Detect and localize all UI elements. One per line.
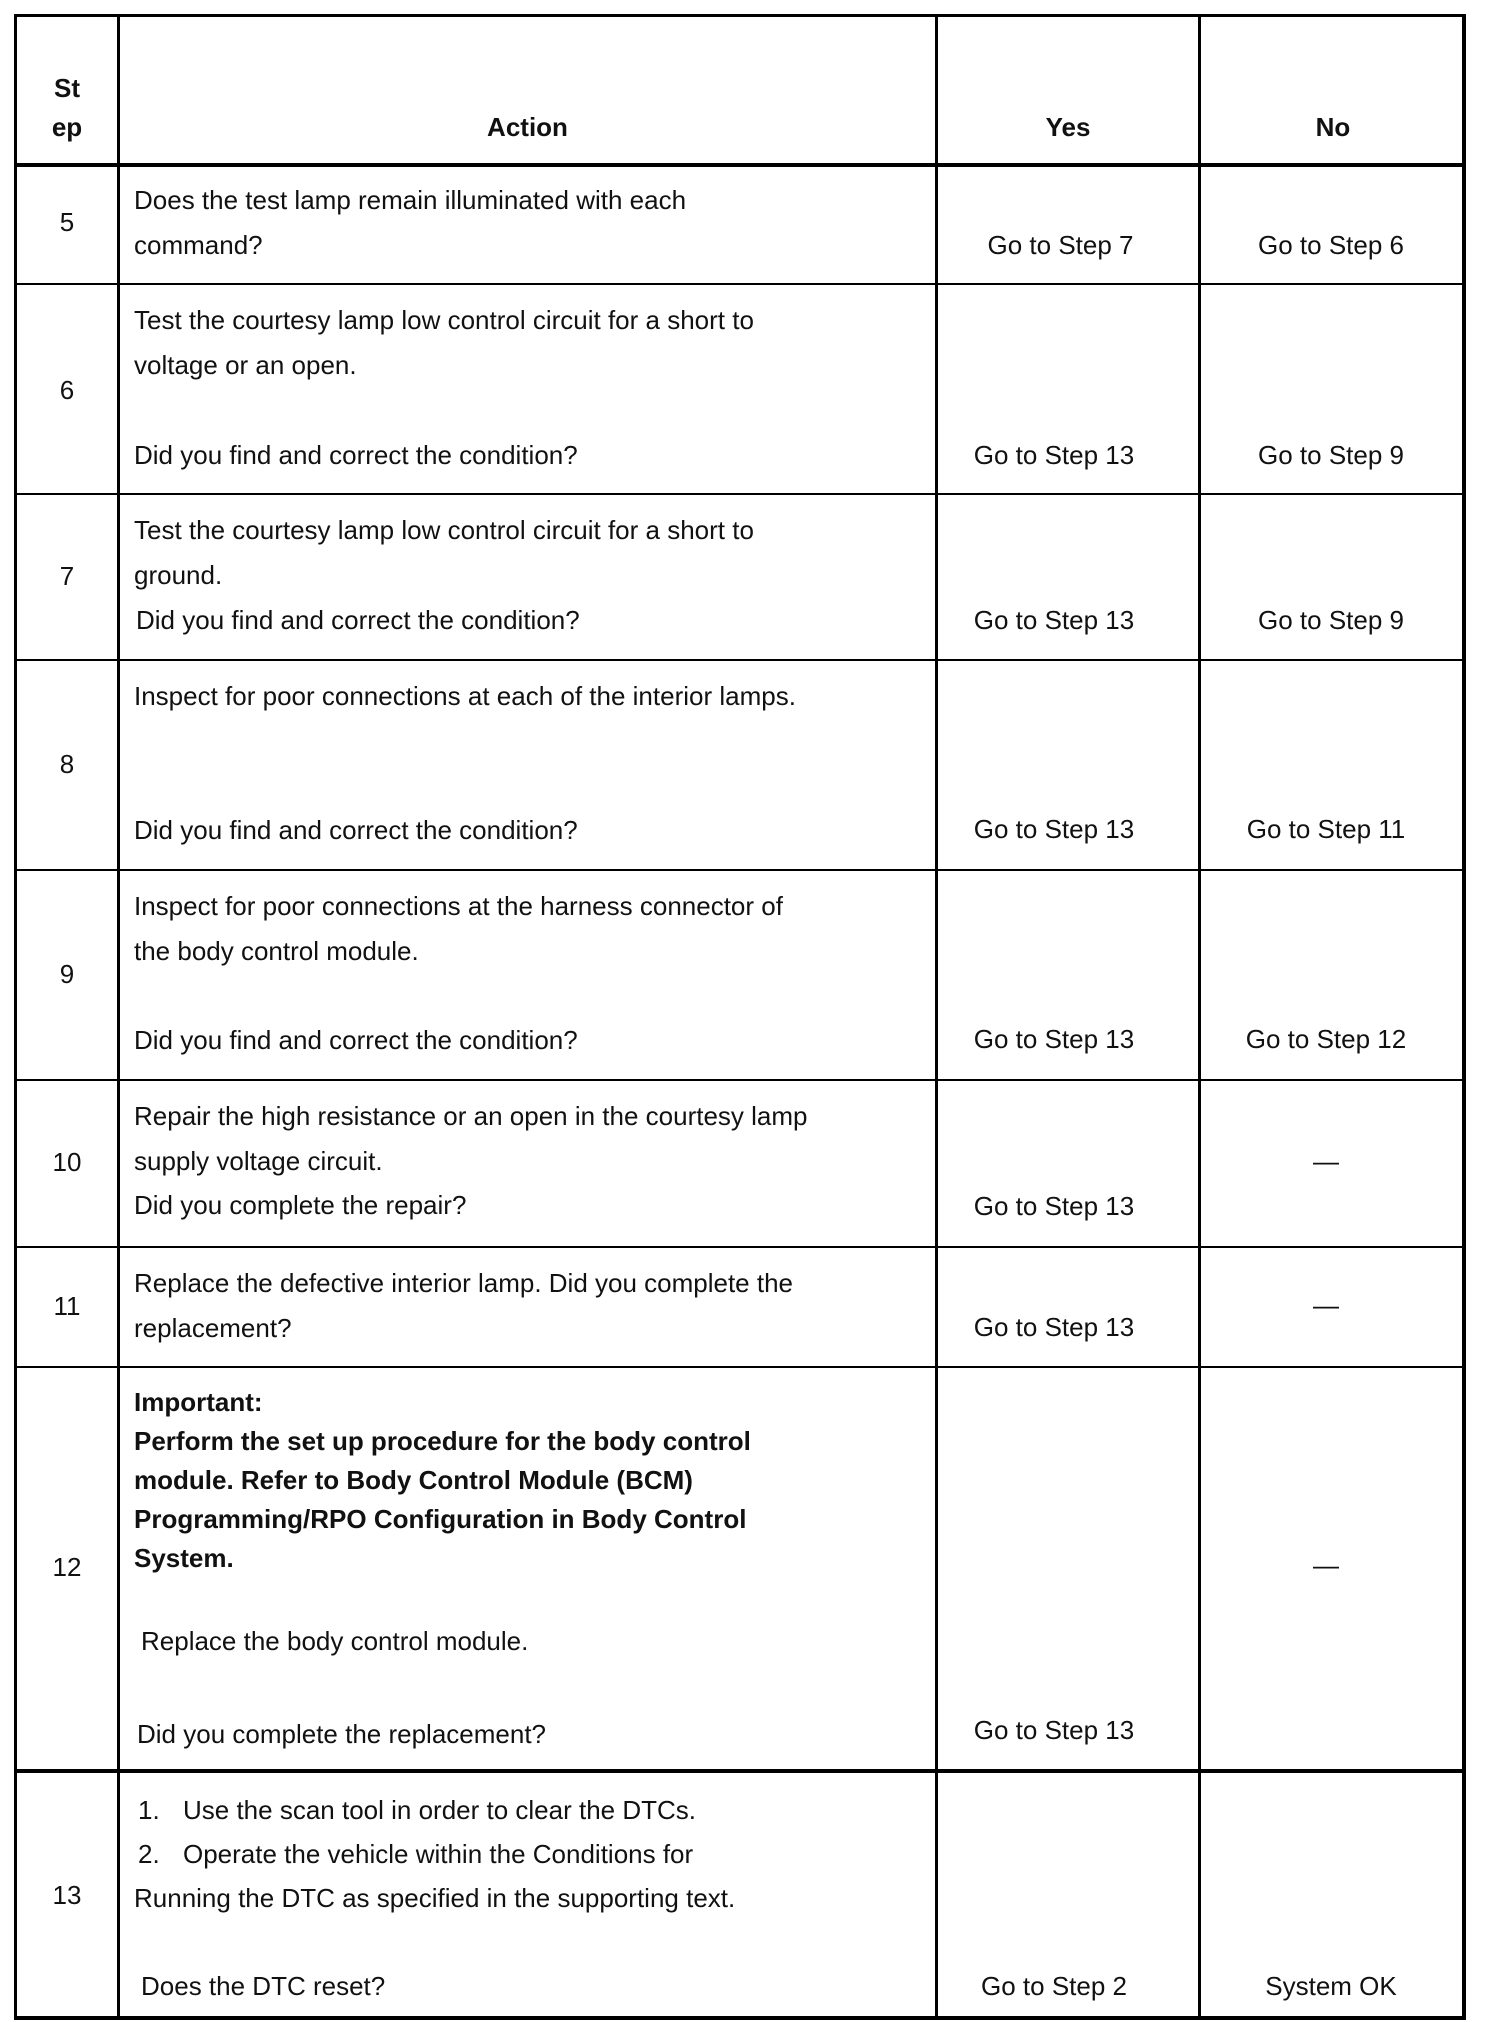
step-number: 13 [52, 1880, 82, 1910]
yes-link[interactable]: Go to Step 13 [973, 1024, 1135, 1054]
action-text: Inspect for poor connections at the harness connector of [134, 891, 783, 921]
step-number: 8 [59, 749, 75, 779]
action-text: Replace the body control module. [141, 1626, 529, 1656]
action-text: ground. [134, 560, 223, 590]
action-text: Running the DTC as specified in the supporting text. [134, 1883, 736, 1913]
action-text: command? [134, 230, 263, 260]
action-text: voltage or an open. [134, 350, 357, 380]
step-number: 7 [59, 561, 75, 591]
list-number: 1. [138, 1795, 160, 1825]
action-text: replacement? [134, 1313, 292, 1343]
no-dash: — [1313, 1290, 1339, 1320]
important-text: Programming/RPO Configuration in Body Control [134, 1504, 747, 1534]
no-status: System OK [1265, 1971, 1397, 2001]
step-number: 9 [59, 959, 75, 989]
no-dash: — [1313, 1146, 1339, 1176]
important-label: Important: [134, 1387, 263, 1417]
action-text: the body control module. [134, 936, 419, 966]
important-text: Perform the set up procedure for the body control [134, 1426, 751, 1456]
action-text: Does the test lamp remain illuminated with each [134, 185, 687, 215]
row-divider [17, 493, 1462, 495]
action-text: Inspect for poor connections at each of the interior lamps. [134, 681, 796, 711]
header-step-line2: ep [51, 112, 83, 142]
yes-link[interactable]: Go to Step 13 [973, 1312, 1135, 1342]
action-text: Did you complete the repair? [134, 1190, 467, 1220]
action-text: Did you find and correct the condition? [136, 605, 580, 635]
action-text: Does the DTC reset? [141, 1971, 386, 2001]
column-divider [1198, 17, 1201, 2016]
list-number: 2. [138, 1839, 160, 1869]
no-link[interactable]: Go to Step 9 [1258, 440, 1404, 470]
no-link[interactable]: Go to Step 6 [1258, 230, 1404, 260]
yes-link[interactable]: Go to Step 13 [973, 605, 1135, 635]
action-text: supply voltage circuit. [134, 1146, 383, 1176]
step-number: 5 [59, 207, 75, 237]
yes-link[interactable]: Go to Step 7 [987, 230, 1134, 260]
row-divider [17, 283, 1462, 285]
row-divider [17, 163, 1462, 167]
no-link[interactable]: Go to Step 9 [1258, 605, 1404, 635]
diagnostic-table [14, 14, 1466, 2020]
yes-link[interactable]: Go to Step 13 [973, 1715, 1135, 1745]
action-text: Did you complete the replacement? [137, 1719, 547, 1749]
action-text: Did you find and correct the condition? [134, 440, 578, 470]
no-dash: — [1313, 1550, 1339, 1580]
yes-link[interactable]: Go to Step 2 [981, 1971, 1127, 2001]
header-no: No [1315, 112, 1351, 142]
row-divider [17, 869, 1462, 871]
action-text: Test the courtesy lamp low control circuit for a short to [134, 515, 754, 545]
no-link[interactable]: Go to Step 12 [1245, 1024, 1407, 1054]
list-text: Operate the vehicle within the Conditions for [183, 1839, 694, 1869]
important-text: System. [134, 1543, 234, 1573]
step-number: 11 [53, 1291, 81, 1321]
header-yes: Yes [1045, 112, 1091, 142]
header-action: Action [487, 112, 568, 142]
row-divider [17, 659, 1462, 661]
row-divider [17, 1246, 1462, 1248]
action-text: Did you find and correct the condition? [134, 1025, 578, 1055]
action-text: Repair the high resistance or an open in the courtesy lamp [134, 1101, 808, 1131]
row-divider [17, 1769, 1462, 1773]
row-divider [17, 1079, 1462, 1081]
header-step-line1: St [54, 73, 80, 103]
important-text: module. Refer to Body Control Module (BCM) [134, 1465, 693, 1495]
action-text: Test the courtesy lamp low control circuit for a short to [134, 305, 754, 335]
list-text: Use the scan tool in order to clear the DTCs. [183, 1795, 697, 1825]
no-link[interactable]: Go to Step 11 [1246, 814, 1406, 844]
step-number: 12 [52, 1552, 82, 1582]
action-text: Replace the defective interior lamp. Did you complete the [134, 1268, 794, 1298]
action-text: Did you find and correct the condition? [134, 815, 578, 845]
step-number: 10 [52, 1147, 82, 1177]
step-number: 6 [59, 375, 75, 405]
yes-link[interactable]: Go to Step 13 [973, 440, 1135, 470]
yes-link[interactable]: Go to Step 13 [973, 1191, 1135, 1221]
row-divider [17, 1366, 1462, 1368]
yes-link[interactable]: Go to Step 13 [973, 814, 1135, 844]
column-divider [117, 17, 120, 2016]
